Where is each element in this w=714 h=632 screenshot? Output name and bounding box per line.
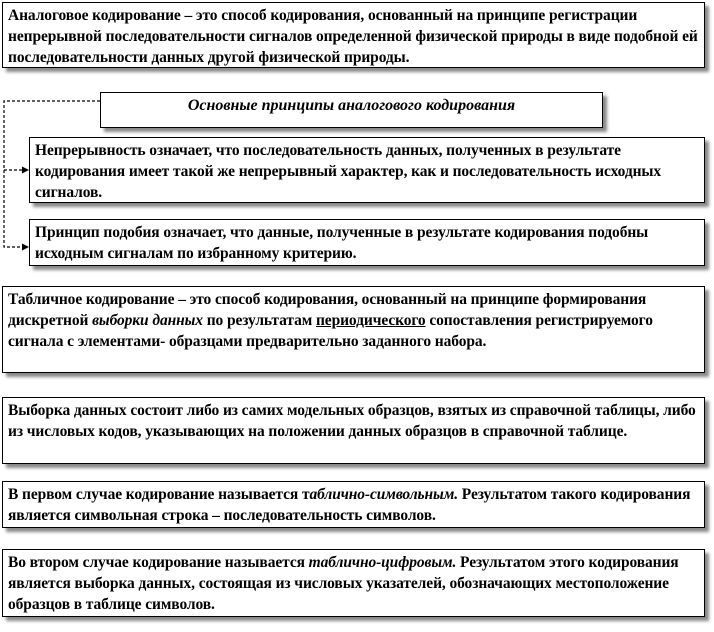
table-italic: выборки данных — [92, 312, 203, 329]
principles-heading — [100, 92, 603, 128]
first-case-italic: аблично-символьным. — [309, 486, 458, 503]
continuity-term: Непрерывность — [35, 142, 146, 159]
table-text-3: сопоставления регистрируемого сигнала с элементами- образцами предварительно заданного набора. — [8, 312, 653, 350]
analog-text: – это способ кодирования, основанный на принципе регистрации непрерывной последовательности сигналов определенной физической природы в виде подобной ей последовательности данных другой физической природы. — [8, 7, 698, 66]
table-text-2: по результатам — [202, 312, 316, 329]
continuity-box — [29, 137, 705, 203]
principles-heading-text: Основные принципы аналогового кодирования — [187, 97, 516, 114]
analog-term: Аналоговое кодирование — [8, 7, 181, 24]
similarity-box — [29, 219, 705, 266]
second-case-box — [2, 549, 705, 617]
analog-definition-box — [2, 2, 705, 68]
continuity-text: означает, что последовательность данных, полученных в результате кодирования имеет такой же непрерывный характер, как и последовательность исходных сигналов. — [35, 142, 662, 201]
similarity-text: означает, что данные, полученные в результате кодирования подобны исходным сигналам по избранному критерию. — [35, 224, 649, 262]
second-case-text-2: Результатом этого кодирования является выборка данных, состоящая из числовых указателей, обозначающих местоположение образцов в таблице символов. — [8, 554, 679, 613]
second-case-italic: таблично-цифровым. — [308, 554, 457, 571]
similarity-term: Принцип подобия — [35, 224, 160, 241]
table-text-1: – это способ кодирования, основанный на принципе формирования дискретной — [8, 291, 647, 329]
table-term: Табличное кодирование — [8, 291, 175, 308]
sample-box — [2, 397, 705, 464]
first-case-text-2: Результатом такого кодирования является символьная строка – последовательность символов. — [8, 486, 691, 524]
arrow-continuity-icon — [22, 167, 29, 174]
table-underlined: периодического — [315, 312, 426, 329]
first-case-text-1: В первом случае кодирование называется т — [8, 486, 310, 503]
first-case-box — [2, 481, 705, 528]
arrow-similarity-icon — [22, 244, 29, 251]
second-case-text-1: Во втором случае кодирование называется — [8, 554, 309, 571]
sample-text: Выборка данных состоит либо из самих модельных образцов, взятых из справочной таблицы, либо из числовых кодов, указывающих на положении данных образцов в справочной таблице. — [8, 402, 696, 440]
table-definition-box — [2, 286, 705, 373]
